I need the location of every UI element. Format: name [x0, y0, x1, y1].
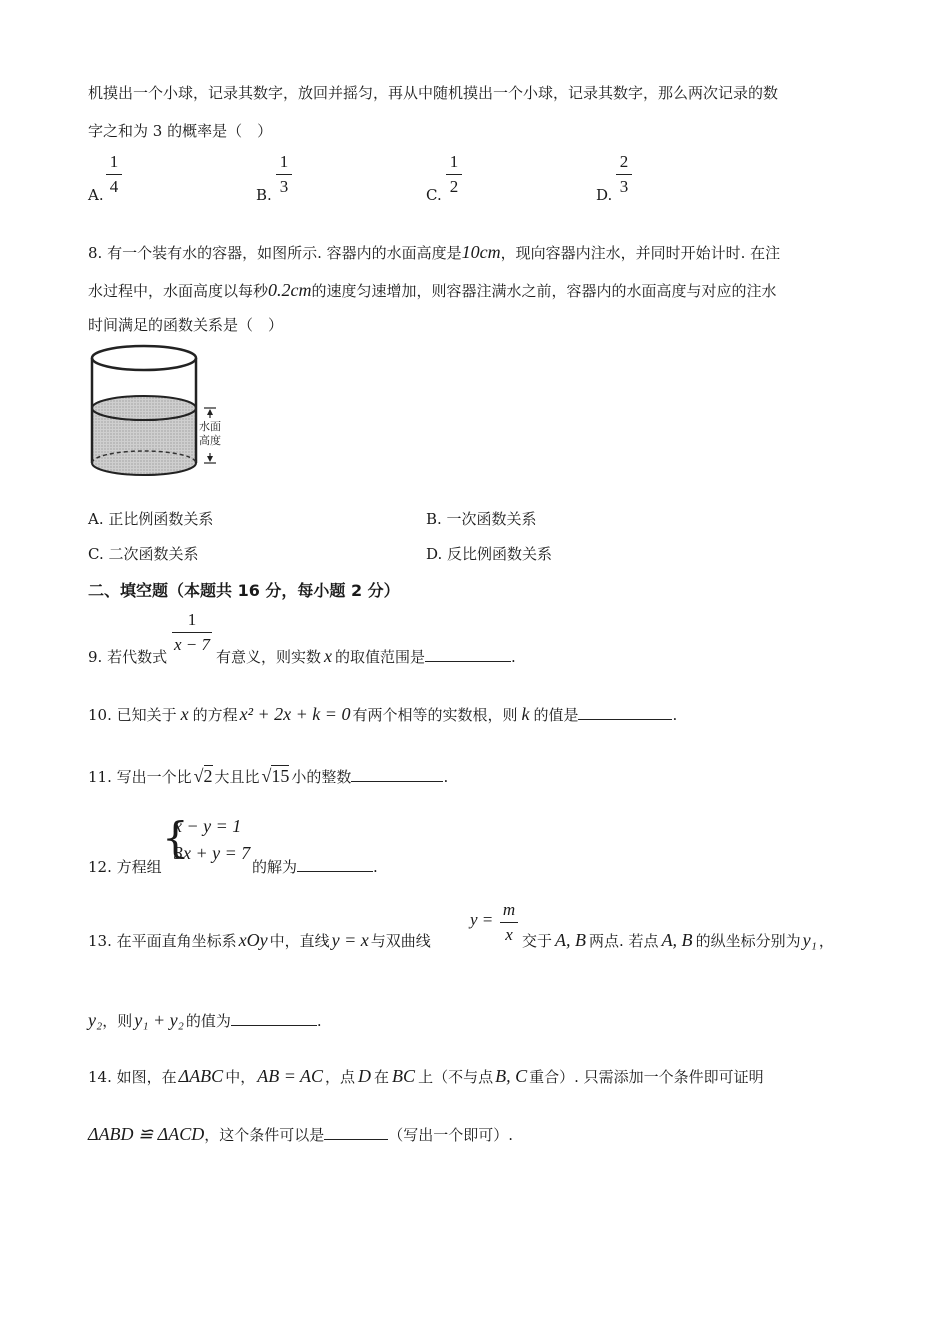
q7-option-d-label: D.: [596, 186, 613, 204]
q11-answer-blank[interactable]: [351, 767, 443, 782]
q7-option-c-label: C.: [426, 186, 442, 204]
q9-prefix: 9. 若代数式: [88, 648, 168, 666]
q12-prefix: 12. 方程组: [88, 858, 162, 876]
system-brace: {: [162, 813, 189, 862]
q13-line2: y₂，则 y₁ + y₂ 的值为 .: [88, 1010, 322, 1030]
q14-answer-blank[interactable]: [324, 1125, 388, 1140]
q9-rest: 有意义，则实数 x 的取值范围是 .: [216, 646, 516, 666]
q9-fraction: 1 x − 7: [173, 610, 211, 654]
q7-option-c-fraction: 1 2: [446, 152, 462, 197]
sqrt-15: √15: [261, 766, 290, 786]
q14-line2: ΔABD ≌ ΔACD，这个条件可以是 （写出一个即可）.: [88, 1124, 513, 1144]
q7-option-a-fraction: 1 4: [106, 152, 122, 197]
q10-line: 10. 已知关于 x 的方程 x² + 2x + k = 0 有两个相等的实数根，则 k 的值是 .: [88, 704, 678, 724]
water-level-label: 水面 高度: [199, 420, 221, 447]
q8-height-value: 10cm: [461, 242, 501, 262]
sqrt-2: √2: [193, 766, 213, 786]
q8-rate-value: 0.2cm: [268, 280, 312, 300]
q13-part2: 交于 A, B 两点. 若点 A, B 的纵坐标分别为 y₁ ，: [522, 930, 834, 950]
q8-option-a: A. 正比例函数关系: [88, 510, 214, 528]
q8-option-c: C. 二次函数关系: [88, 545, 199, 563]
q9-answer-blank[interactable]: [425, 647, 511, 662]
q10-answer-blank[interactable]: [578, 705, 672, 720]
q7-option-d-fraction: 2 3: [616, 152, 632, 197]
container-cylinder-figure: [86, 340, 236, 485]
q8-option-b: B. 一次函数关系: [426, 510, 537, 528]
q8-line1: 8. 有一个装有水的容器，如图所示. 容器内的水面高度是10cm，现向容器内注水，并同时开始计时. 在注: [88, 242, 781, 262]
q7-line1: 机摸出一个小球，记录其数字，放回并摇匀，再从中随机摸出一个小球，记录其数字，那么两次记录的数: [88, 84, 779, 102]
q8-option-d: D. 反比例函数关系: [426, 545, 553, 563]
q11-line: 11. 写出一个比 √2 大且比 √15 小的整数 .: [88, 766, 449, 786]
hyperbola-fraction: m x: [500, 900, 518, 945]
q14-line1: 14. 如图，在 ΔABC 中， AB = AC ，点 D 在 BC 上（不与点 B, C 重合）. 只需添加一个条件即可证明: [88, 1066, 764, 1086]
q12-answer-blank[interactable]: [297, 857, 373, 872]
q8-line3: 时间满足的函数关系是（ ）: [88, 316, 284, 334]
q7-line2: 字之和为 3 的概率是（ ）: [88, 122, 273, 140]
q7-option-b-fraction: 1 3: [276, 152, 292, 197]
q13-part1: 13. 在平面直角坐标系 xOy 中，直线 y = x 与双曲线: [88, 930, 431, 950]
q7-option-a-label: A.: [88, 186, 104, 204]
section-title-fill-in: 二、填空题（本题共 16 分，每小题 2 分）: [88, 581, 400, 600]
q8-line2: 水过程中，水面高度以每秒0.2cm的速度匀速增加，则容器注满水之前，容器内的水面高度与对应的注水: [88, 280, 777, 300]
hyperbola-lhs: y =: [470, 910, 494, 929]
q7-option-b-label: B.: [256, 186, 272, 204]
q12-rest: 的解为 .: [252, 858, 378, 876]
q12-equation-1: x − y = 1: [174, 816, 242, 836]
q12-equation-2: 3x + y = 7: [174, 843, 251, 863]
q13-answer-blank[interactable]: [231, 1011, 317, 1026]
q10-equation: x² + 2x + k = 0: [239, 704, 351, 724]
